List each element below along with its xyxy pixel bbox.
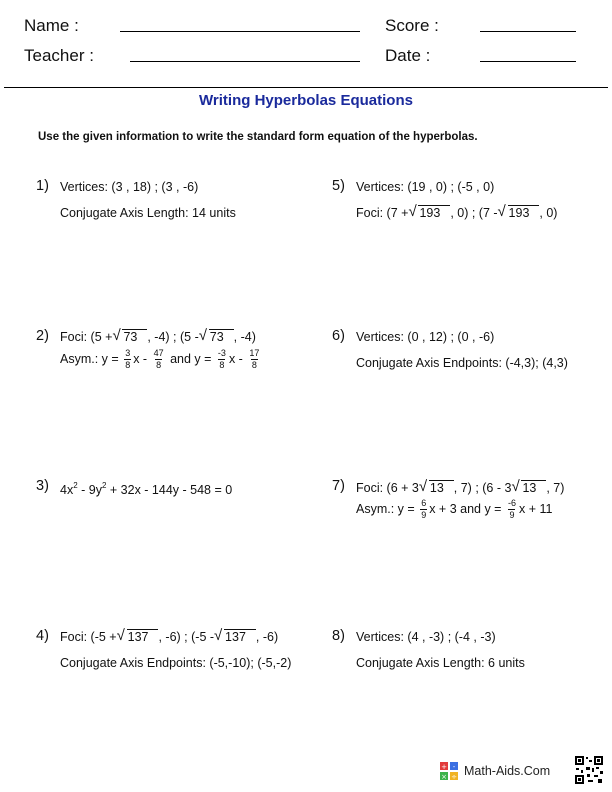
math-aids-logo-icon xyxy=(440,762,458,780)
problem-6-number: 6) xyxy=(332,328,345,344)
name-label: Name : xyxy=(24,16,79,35)
problem-1-vertices: Vertices: (3 , 18) ; (3 , -6) xyxy=(60,180,199,194)
svg-text:-: - xyxy=(452,763,456,771)
sqrt-symbol: √ 137 xyxy=(118,630,159,644)
problem-4-axis-endpoints: Conjugate Axis Endpoints: (-5,-10); (-5,-2) xyxy=(60,656,292,670)
teacher-label: Teacher : xyxy=(24,46,94,65)
sqrt-symbol: √ 193 xyxy=(409,206,450,220)
teacher-field[interactable] xyxy=(130,61,360,62)
problem-4-number: 4) xyxy=(36,628,49,644)
problem-8-vertices: Vertices: (4 , -3) ; (-4 , -3) xyxy=(356,630,496,644)
problem-7-number: 7) xyxy=(332,478,345,494)
date-label: Date : xyxy=(385,46,431,65)
problem-2-asymptotes: Asym.: y = $\frac{3}{8}$ x - $\frac{47}{8}$ and y = $\frac{-3}{8}$ x - $\frac{17}{8}$ xyxy=(60,348,260,370)
problem-7-asymptotes: Asym.: y = $\frac{6}{9}$ x + 3 and y = $\frac{-6}{9}$ x + 11 xyxy=(356,498,553,520)
problem-3-equation: $4x^2 - 9y^2 + 32x - 144y - 548 = 0$ xyxy=(60,481,233,497)
sqrt-symbol: √ 193 xyxy=(499,206,540,220)
sqrt-symbol: √ 73 xyxy=(200,330,234,344)
svg-text:×: × xyxy=(441,773,447,780)
sqrt-symbol: √ 137 xyxy=(215,630,256,644)
header-divider xyxy=(4,87,608,88)
problem-5-number: 5) xyxy=(332,178,345,194)
name-field[interactable] xyxy=(120,31,360,32)
instructions: Use the given information to write the standard form equation of the hyperbolas. xyxy=(38,131,478,143)
problem-3-number: 3) xyxy=(36,478,49,494)
problem-1-axis-length: Conjugate Axis Length: 14 units xyxy=(60,206,236,220)
score-field[interactable] xyxy=(480,31,576,32)
problem-6-axis-endpoints: Conjugate Axis Endpoints: (-4,3); (4,3) xyxy=(356,356,568,370)
sqrt-symbol: √ 13 xyxy=(420,481,454,495)
sqrt-symbol: √ 13 xyxy=(512,481,546,495)
problem-6-vertices: Vertices: (0 , 12) ; (0 , -6) xyxy=(356,330,495,344)
worksheet-title: Writing Hyperbolas Equations xyxy=(199,92,413,109)
problem-8-axis-length: Conjugate Axis Length: 6 units xyxy=(356,656,525,670)
problem-8-number: 8) xyxy=(332,628,345,644)
score-label: Score : xyxy=(385,16,439,35)
problem-1-number: 1) xyxy=(36,178,49,194)
footer-brand[interactable]: Math-Aids.Com xyxy=(464,764,551,778)
sqrt-symbol: √ 73 xyxy=(113,330,147,344)
qr-code-icon xyxy=(574,755,604,785)
problem-5-foci: Foci: (7 +√ 193 , 0) ; (7 -√ 193 , 0) xyxy=(356,206,557,220)
problem-2-foci: Foci: (5 +√ 73 , -4) ; (5 -√ 73 , -4) xyxy=(60,330,256,344)
date-field[interactable] xyxy=(480,61,576,62)
problem-4-foci: Foci: (-5 +√ 137 , -6) ; (-5 -√ 137 , -6) xyxy=(60,630,278,644)
svg-text:÷: ÷ xyxy=(451,773,457,780)
problem-7-foci: Foci: (6 + 3√ 13 , 7) ; (6 - 3√ 13 , 7) xyxy=(356,481,564,495)
problem-5-vertices: Vertices: (19 , 0) ; (-5 , 0) xyxy=(356,180,495,194)
svg-text:+: + xyxy=(441,763,447,771)
problem-2-number: 2) xyxy=(36,328,49,344)
